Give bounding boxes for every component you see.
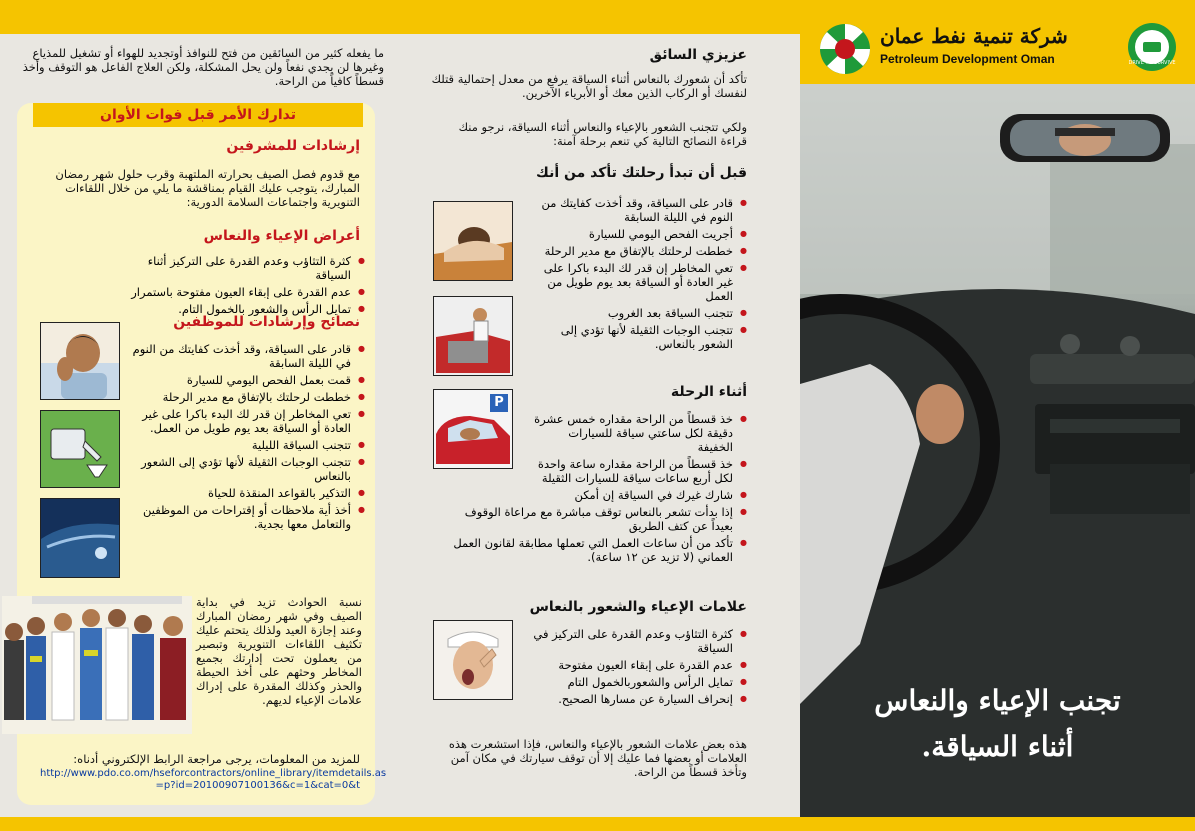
list-item: ● إذا بدأت تشعر بالنعاس توقف مباشرة مع مراعاة الوقوف بعيداً عن كتف الطريق	[445, 505, 747, 533]
intro-text: ما يفعله كثير من السائقين من فتح للنوافذ أوتجديد للهواء أو تشغيل للمذياع وغيرها لن يجدي نفعاً ولن يحل المشكلة، ولكن العلاج الفاعل هو التوقف وأخذ قسطاً كافياً من الراحة.	[22, 46, 384, 88]
dear-driver-heading: عزيزي السائق	[649, 47, 747, 63]
employees-list	[130, 342, 365, 534]
yawning-man-image	[433, 620, 513, 700]
list-item: ● تتجنب الوجبات الثقيلة لأنها تؤدي إلى الشعور بالنعاس	[130, 455, 365, 483]
list-item: ● تتجنب الوجبات الثقيلة لأنها تؤدي إلى الشعور بالنعاس.	[530, 323, 747, 351]
before-trip-heading: قبل أن تبدأ رحلتك تأكد من أنك	[536, 165, 747, 181]
list-item: ● خذ قسطاً من الراحة مقداره ساعة واحدة لكل أربع ساعات سياقة للسيارات الثقيلة	[530, 457, 747, 485]
sleepy-man-image	[40, 322, 120, 400]
during-trip-list	[445, 412, 747, 567]
pdo-logo-icon	[818, 22, 872, 76]
list-item: ● تمايل الرأس والشعور بالخمول التام.	[120, 302, 365, 316]
signs-list	[530, 627, 747, 709]
badge-text: DRIVE TO SURVIVE	[1128, 60, 1176, 66]
banner-title: تدارك الأمر قبل فوات الأوان	[33, 103, 363, 127]
list-item: ● خذ قسطاً من الراحة مقداره خمس عشرة دقيقة لكل ساعتي سياقة للسيارات الخفيفة	[530, 412, 747, 454]
intro-paragraph: تأكد أن شعورك بالنعاس أثناء السياقة يرفع من معدل إحتمالية قتلك لنفسك أو الركاب الذين معك أو الأبرياء الآخرين.	[431, 72, 747, 100]
list-item: ● تعي المخاطر إن قدر لك البدء باكرا على غير العادة أو السياقة بعد يوم طويل من العمل	[530, 261, 747, 303]
fuel-can-image	[40, 410, 120, 488]
engine-check-image	[433, 296, 513, 376]
more-info-text: للمزيد من المعلومات، يرجى مراجعة الرابط الإلكتروني أدناه:	[73, 752, 360, 766]
dark-car-image	[40, 498, 120, 578]
list-item: ● قمت بعمل الفحص اليومي للسيارة	[130, 373, 365, 387]
drive-to-survive-badge-icon	[1127, 22, 1177, 72]
left-panel	[0, 0, 395, 831]
list-item: ● قادر على السياقة، وقد أخذت كفايتك من النوم في الليلة السابقة	[530, 196, 747, 224]
reference-link[interactable]: http://www.pdo.co.om/hseforcontractors/online_library/itemdetails.as =p?id=20100907100136&c=1&cat=0&t	[40, 768, 387, 791]
list-item: ● التذكير بالقواعد المنقذة للحياة	[130, 486, 365, 500]
symptoms-list	[120, 254, 365, 319]
list-item: ● تمايل الرأس والشعوربالخمول التام	[530, 675, 747, 689]
company-name-english: Petroleum Development Oman	[880, 52, 1055, 66]
list-item: ● عدم القدرة على إبقاء العيون مفتوحة	[530, 658, 747, 672]
employees-heading: نصائح وإرشادات للموظفين	[173, 314, 360, 330]
list-item: ● أخذ أية ملاحظات أو إقتراحات من الموظفين والتعامل معها بجدية.	[130, 503, 365, 531]
closing-paragraph: هذه بعض علامات الشعور بالإعياء والنعاس، فإذا استشعرت هذه العلامات أو بعضها فما عليك إلا أن توقف سيارتك في مكان آمن وتأخذ قسطاً من الراحة.	[448, 737, 747, 779]
list-item: ● تعي المخاطر إن قدر لك البدء باكرا على غير العادة أو السياقة بعد يوم طويل من العمل.	[130, 407, 365, 435]
middle-panel	[395, 0, 800, 831]
top-yellow-bar	[395, 0, 800, 34]
list-item: ● قادر على السياقة، وقد أخذت كفايتك من النوم في الليلة السابقة	[130, 342, 365, 370]
list-item: ● أجريت الفحص اليومي للسيارة	[530, 227, 747, 241]
list-item: ● شارك غيرك في السياقة إن أمكن	[530, 488, 747, 502]
during-trip-heading: أثناء الرحلة	[670, 384, 747, 400]
list-item: ● تتجنب السياقة الليلية	[130, 438, 365, 452]
supervisors-heading: إرشادات للمشرفين	[226, 138, 360, 154]
supervisors-text: مع قدوم فصل الصيف بحرارته الملتهبة وقرب حلول شهر رمضان المبارك، يتوجب عليك القيام بمناقشة ما يلي من خلال اللقاءات التنويرية واجتماعات السلامة الدورية:	[55, 167, 360, 209]
list-item: ● كثرة التثاؤب وعدم القدرة على التركيز أثناء السياقة	[120, 254, 365, 282]
company-name-arabic: شركة تنمية نفط عمان	[880, 24, 1068, 48]
list-item: ● تأكد من أن ساعات العمل التي تعملها مطابقة لقانون العمل العماني (لا تزيد عن ١٢ ساعة).	[445, 536, 747, 564]
bottom-yellow-bar	[800, 817, 1195, 831]
accidents-text: نسبة الحوادث تزيد في بداية الصيف وفي شهر رمضان المبارك وعند إجازة العيد ولذلك يتحتم عليك تكثيف اللقاءات التنويرية وتبصير من يعملون تحت إدارتك بجميع المخاطر وحثهم على أخذ الحيطة والحذر وكذلك المقدرة على إدراك علامات الإعياء لديهم.	[196, 595, 362, 707]
advice-paragraph: ولكي تتجنب الشعور بالإعياء والنعاس أثناء السياقة، نرجو منك قراءة النصائح التالية كي تنعم برحلة آمنة:	[458, 120, 747, 148]
list-item: ● خططت لرحلتك بالإتفاق مع مدير الرحلة	[130, 390, 365, 404]
signs-heading: علامات الإعياء والشعور بالنعاس	[529, 599, 747, 615]
cover-panel	[800, 0, 1195, 831]
list-item: ● تتجنب السياقة بعد الغروب	[530, 306, 747, 320]
list-item: ● كثرة التثاؤب وعدم القدرة على التركيز في السياقة	[530, 627, 747, 655]
cover-title-line2: أثناء السياقة.	[921, 730, 1074, 763]
list-item: ● خططت لرحلتك بالإتفاق مع مدير الرحلة	[530, 244, 747, 258]
workers-group-image	[2, 596, 192, 734]
before-trip-list	[530, 196, 747, 354]
top-yellow-bar	[0, 0, 395, 34]
driver-photo	[800, 84, 1195, 817]
symptoms-heading: أعراض الإعياء والنعاس	[203, 228, 360, 244]
cover-title-line1: تجنب الإعياء والنعاس	[874, 684, 1121, 717]
list-item: ● عدم القدرة على إبقاء العيون مفتوحة باستمرار	[120, 285, 365, 299]
list-item: ● إنحراف السيارة عن مسارها الصحيح.	[530, 692, 747, 706]
parking-sign-icon: P	[490, 394, 508, 412]
bottom-yellow-bar	[395, 817, 800, 831]
bottom-yellow-bar	[0, 817, 395, 831]
sleeping-man-image	[433, 201, 513, 281]
